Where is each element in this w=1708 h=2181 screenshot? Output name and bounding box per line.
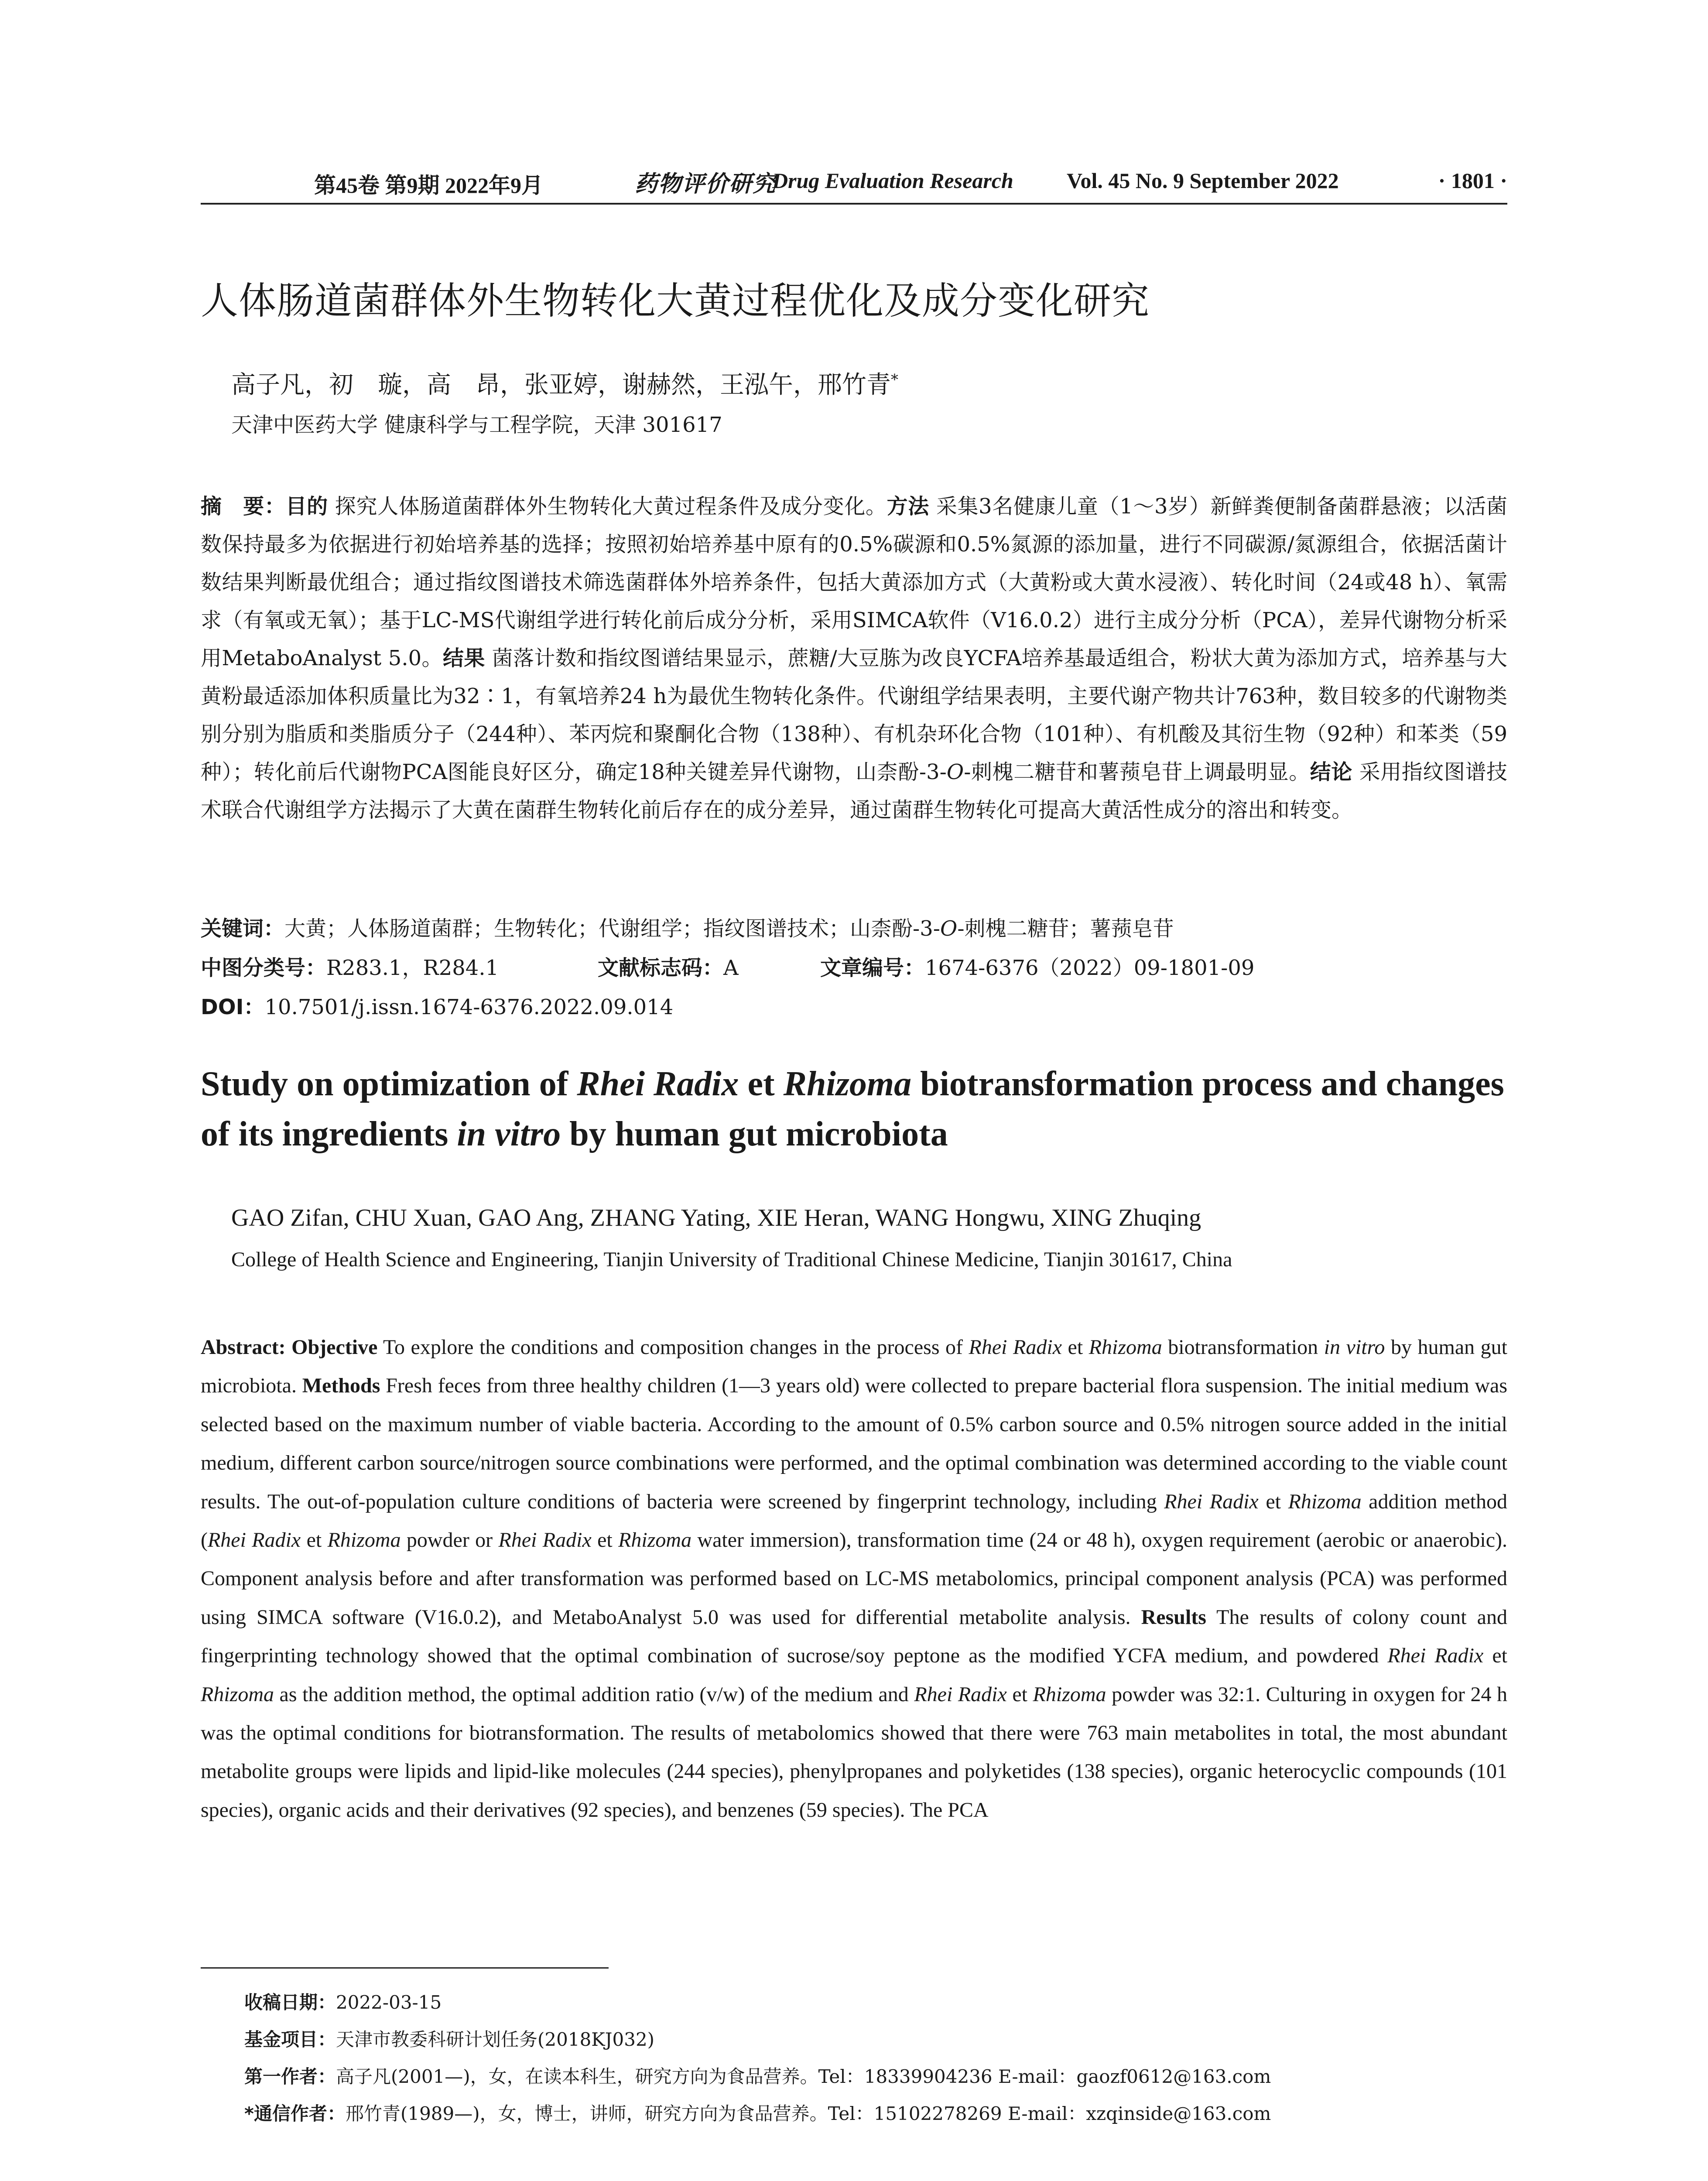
latin-name: Rhizoma [618, 1528, 692, 1552]
latin-term: in vitro [1324, 1336, 1385, 1359]
journal-name-en: Drug Evaluation Research [772, 168, 1013, 193]
methods-text: powder or [400, 1528, 499, 1552]
results-text: The results of colony count and fingerprinting technology showed that the optimal combination of sucrose/soy peptone as the modified YCFA medium, and powdered [201, 1605, 1507, 1668]
conclusion-label: 结论 [1310, 760, 1352, 784]
methods-text: Fresh feces from three healthy children (1—3 years old) were collected to prepare bacterial flora suspension. The initial medium was selected based on the maximum number of viable bacteria. According to the amount of 0.5% carbon source and 0.5% nitrogen source added in the initial medium, different carbon source/nitrogen source combinations were performed, and the optimal combination was determined according to the viable count results. The out-of-population culture conditions of bacteria were screened by fingerprint technology, including [201, 1374, 1508, 1513]
authors-cn [231, 366, 898, 400]
keywords-cn [201, 912, 1174, 942]
conclusion-text: 采用指纹图谱技术联合代谢组学方法揭示了大黄在菌群生物转化前后存在的成分差异，通过菌群生物转化可提高大黄活性成分的溶出和转变。 [201, 760, 1507, 822]
latin-name: Rhei Radix [969, 1336, 1062, 1359]
keywords-text-end: -刺槐二糖苷；薯蓣皂苷 [957, 916, 1174, 941]
objective-text: To explore the conditions and composition changes in the process of [377, 1336, 969, 1359]
latin-name: Rhei Radix [1164, 1490, 1259, 1513]
methods-text: addition method ( [201, 1490, 1508, 1552]
classification-line [201, 951, 1254, 981]
methods-text: et [301, 1528, 328, 1552]
latin-name: Rhei Radix [207, 1528, 301, 1552]
latin-name: Rhei Radix [914, 1682, 1007, 1706]
results-text: powder was 32:1. Culturing in oxygen for 24 h was the optimal conditions for biotransformation. The results of metabolomics showed that there were 763 main metabolites in total, the most abundant metabolite groups were lipids and lipid-like molecules (244 species), phenylpropanes and polyketides (138 species), organic heterocyclic compounds (101 species), organic acids and their derivatives (92 species), and benzenes (59 species). The PCA [201, 1682, 1507, 1822]
objective-text: et [1062, 1336, 1089, 1359]
title-en-part: Study on optimization of [201, 1065, 577, 1103]
keywords-italic: O [940, 916, 958, 941]
methods-text: water immersion), transformation time (24 or 48 h), oxygen requirement (aerobic or anaerobic). Component analysis before and after transformation was performed based on LC-MS metabolomics, principal component analysis (PCA) was performed using SIMCA software (V16.0.2), and MetaboAnalyst 5.0 was used for differential metabolite analysis. [201, 1528, 1508, 1629]
latin-name: Rhizoma [1288, 1490, 1362, 1513]
method-text: 采集3名健康儿童（1～3岁）新鲜粪便制备菌群悬液；以活菌数保持最多为依据进行初始培养基的选择；按照初始培养基中原有的0.5%碳源和0.5%氮源的添加量，进行不同碳源/氮源组合，依据活菌计数结果判断最优组合；通过指纹图谱技术筛选菌群体外培养条件，包括大黄添加方式（大黄粉或大黄水浸液）、转化时间（24或48 h）、氧需求（有氧或无氧）；基于LC-MS代谢组学进行转化前后成分分析，采用SIMCA软件（V16.0.2）进行主成分分析（PCA），差异代谢物分析采用MetaboAnalyst 5.0。 [201, 494, 1507, 670]
authors-en: GAO Zifan, CHU Xuan, GAO Ang, ZHANG Yating, XIE Heran, WANG Hongwu, XING Zhuqing [231, 1204, 1201, 1231]
article-title-en [201, 1059, 1507, 1159]
article-no-value: 1674-6376（2022）09-1801-09 [925, 956, 1255, 980]
first-author-text: 高子凡(2001—)，女，在读本科生，研究方向为食品营养。Tel：18339904236 E-mail：gaozf0612@163.com [336, 2066, 1271, 2087]
keywords-text: 大黄；人体肠道菌群；生物转化；代谢组学；指纹图谱技术；山柰酚-3- [284, 916, 940, 941]
doi-label: DOI： [201, 995, 265, 1019]
footnote-received [244, 1984, 1271, 2021]
results-text: et [1006, 1682, 1033, 1706]
objective-text: biotransformation [1162, 1336, 1324, 1359]
result-text: 菌落计数和指纹图谱结果显示，蔗糖/大豆胨为改良YCFA培养基最适组合，粉状大黄为添加方式，培养基与大黄粉最适添加体积质量比为32∶1，有氧培养24 h为最优生物转化条件。代谢组学结果表明，主要代谢产物共计763种，数目较多的代谢物类别分别为脂质和类脂质分子（244种）、苯丙烷和聚酮化合物（138种）、有机杂环化合物（101种）、有机酸及其衍生物（92种）和苯类（59种）；转化前后代谢物PCA图能良好区分，确定18种关键差异代谢物，山柰酚-3- [201, 646, 1507, 784]
corresponding-label: *通信作者： [244, 2103, 346, 2124]
clc-value: R283.1，R284.1 [326, 956, 499, 980]
title-en-italic: in vitro [457, 1115, 561, 1153]
issue-info-en: Vol. 45 No. 9 September 2022 [1067, 168, 1339, 193]
title-en-italic: Rhei Radix [577, 1065, 739, 1103]
received-label: 收稿日期： [244, 1992, 336, 2013]
purpose-text: 探究人体肠道菌群体外生物转化大黄过程条件及成分变化。 [328, 494, 887, 519]
result-label: 结果 [443, 646, 485, 670]
running-header [201, 168, 1507, 201]
title-en-part: et [739, 1065, 784, 1103]
objective-text: by human gut microbiota. [201, 1336, 1508, 1398]
methods-text: et [1258, 1490, 1288, 1513]
footnote-divider [201, 1967, 609, 1969]
doi-line [201, 990, 673, 1020]
title-en-part: biotransformation process and changes of its ingredients [201, 1065, 1504, 1153]
abstract-en [201, 1328, 1507, 1829]
doc-code-label: 文献标志码： [598, 956, 724, 980]
abstract-label-en: Abstract: [201, 1336, 286, 1359]
doc-code-value: A [723, 956, 739, 980]
first-author-label: 第一作者： [244, 2066, 336, 2087]
authors-cn-list: 高子凡，初 璇，高 昂，张亚婷，谢赫然，王泓午，邢竹青 [231, 371, 891, 399]
latin-name: Rhei Radix [1387, 1644, 1484, 1668]
received-date: 2022-03-15 [336, 1992, 442, 2013]
title-en-italic: Rhizoma [783, 1065, 912, 1103]
fund-label: 基金项目： [244, 2029, 336, 2050]
method-label: 方法 [887, 494, 929, 519]
objective-label: Objective [291, 1336, 378, 1359]
latin-name: Rhizoma [1088, 1336, 1162, 1359]
footnote-corresponding-author [244, 2095, 1271, 2132]
article-no-label: 文章编号： [820, 956, 925, 980]
purpose-label: 目的 [285, 494, 328, 519]
fund-text: 天津市教委科研计划任务(2018KJ032) [336, 2029, 655, 2050]
corresponding-text: 邢竹青(1989—)，女，博士，讲师，研究方向为食品营养。Tel：15102278269 E-mail：xzqinside@163.com [345, 2103, 1271, 2124]
affiliation-en: College of Health Science and Engineering, Tianjin University of Traditional Chinese Medicine, Tianjin 301617, China [231, 1248, 1232, 1271]
result-italic: O [946, 760, 964, 784]
result-text-end: -刺槐二糖苷和薯蓣皂苷上调最明显。 [964, 760, 1310, 784]
footnote-fund [244, 2021, 1271, 2058]
article-title-cn: 人体肠道菌群体外生物转化大黄过程优化及成分变化研究 [201, 279, 1150, 323]
latin-name: Rhei Radix [498, 1528, 592, 1552]
issue-info-cn: 第45卷 第9期 2022年9月 [314, 173, 543, 198]
corresponding-mark: * [891, 371, 898, 389]
title-en-part: by human gut microbiota [561, 1115, 948, 1153]
footnote-first-author [244, 2058, 1271, 2095]
doi-value[interactable]: 10.7501/j.issn.1674-6376.2022.09.014 [264, 995, 674, 1019]
results-text: as the addition method, the optimal addition ratio (v/w) of the medium and [274, 1682, 914, 1706]
journal-logo-cn: 药物评价研究 [635, 171, 777, 197]
clc-label: 中图分类号： [201, 956, 327, 980]
latin-name: Rhizoma [1033, 1682, 1106, 1706]
results-label: Results [1141, 1605, 1206, 1629]
header-divider [201, 203, 1507, 205]
footnotes [244, 1984, 1271, 2132]
keywords-label: 关键词： [201, 916, 285, 941]
affiliation-cn: 天津中医药大学 健康科学与工程学院，天津 301617 [231, 413, 722, 437]
latin-name: Rhizoma [327, 1528, 401, 1552]
latin-name: Rhizoma [201, 1682, 274, 1706]
methods-label: Methods [302, 1374, 380, 1398]
page-number: · 1801 · [1438, 168, 1507, 193]
methods-text: et [591, 1528, 619, 1552]
results-text: et [1483, 1644, 1508, 1668]
abstract-cn [201, 488, 1507, 829]
abstract-label-cn: 摘 要： [201, 494, 286, 519]
